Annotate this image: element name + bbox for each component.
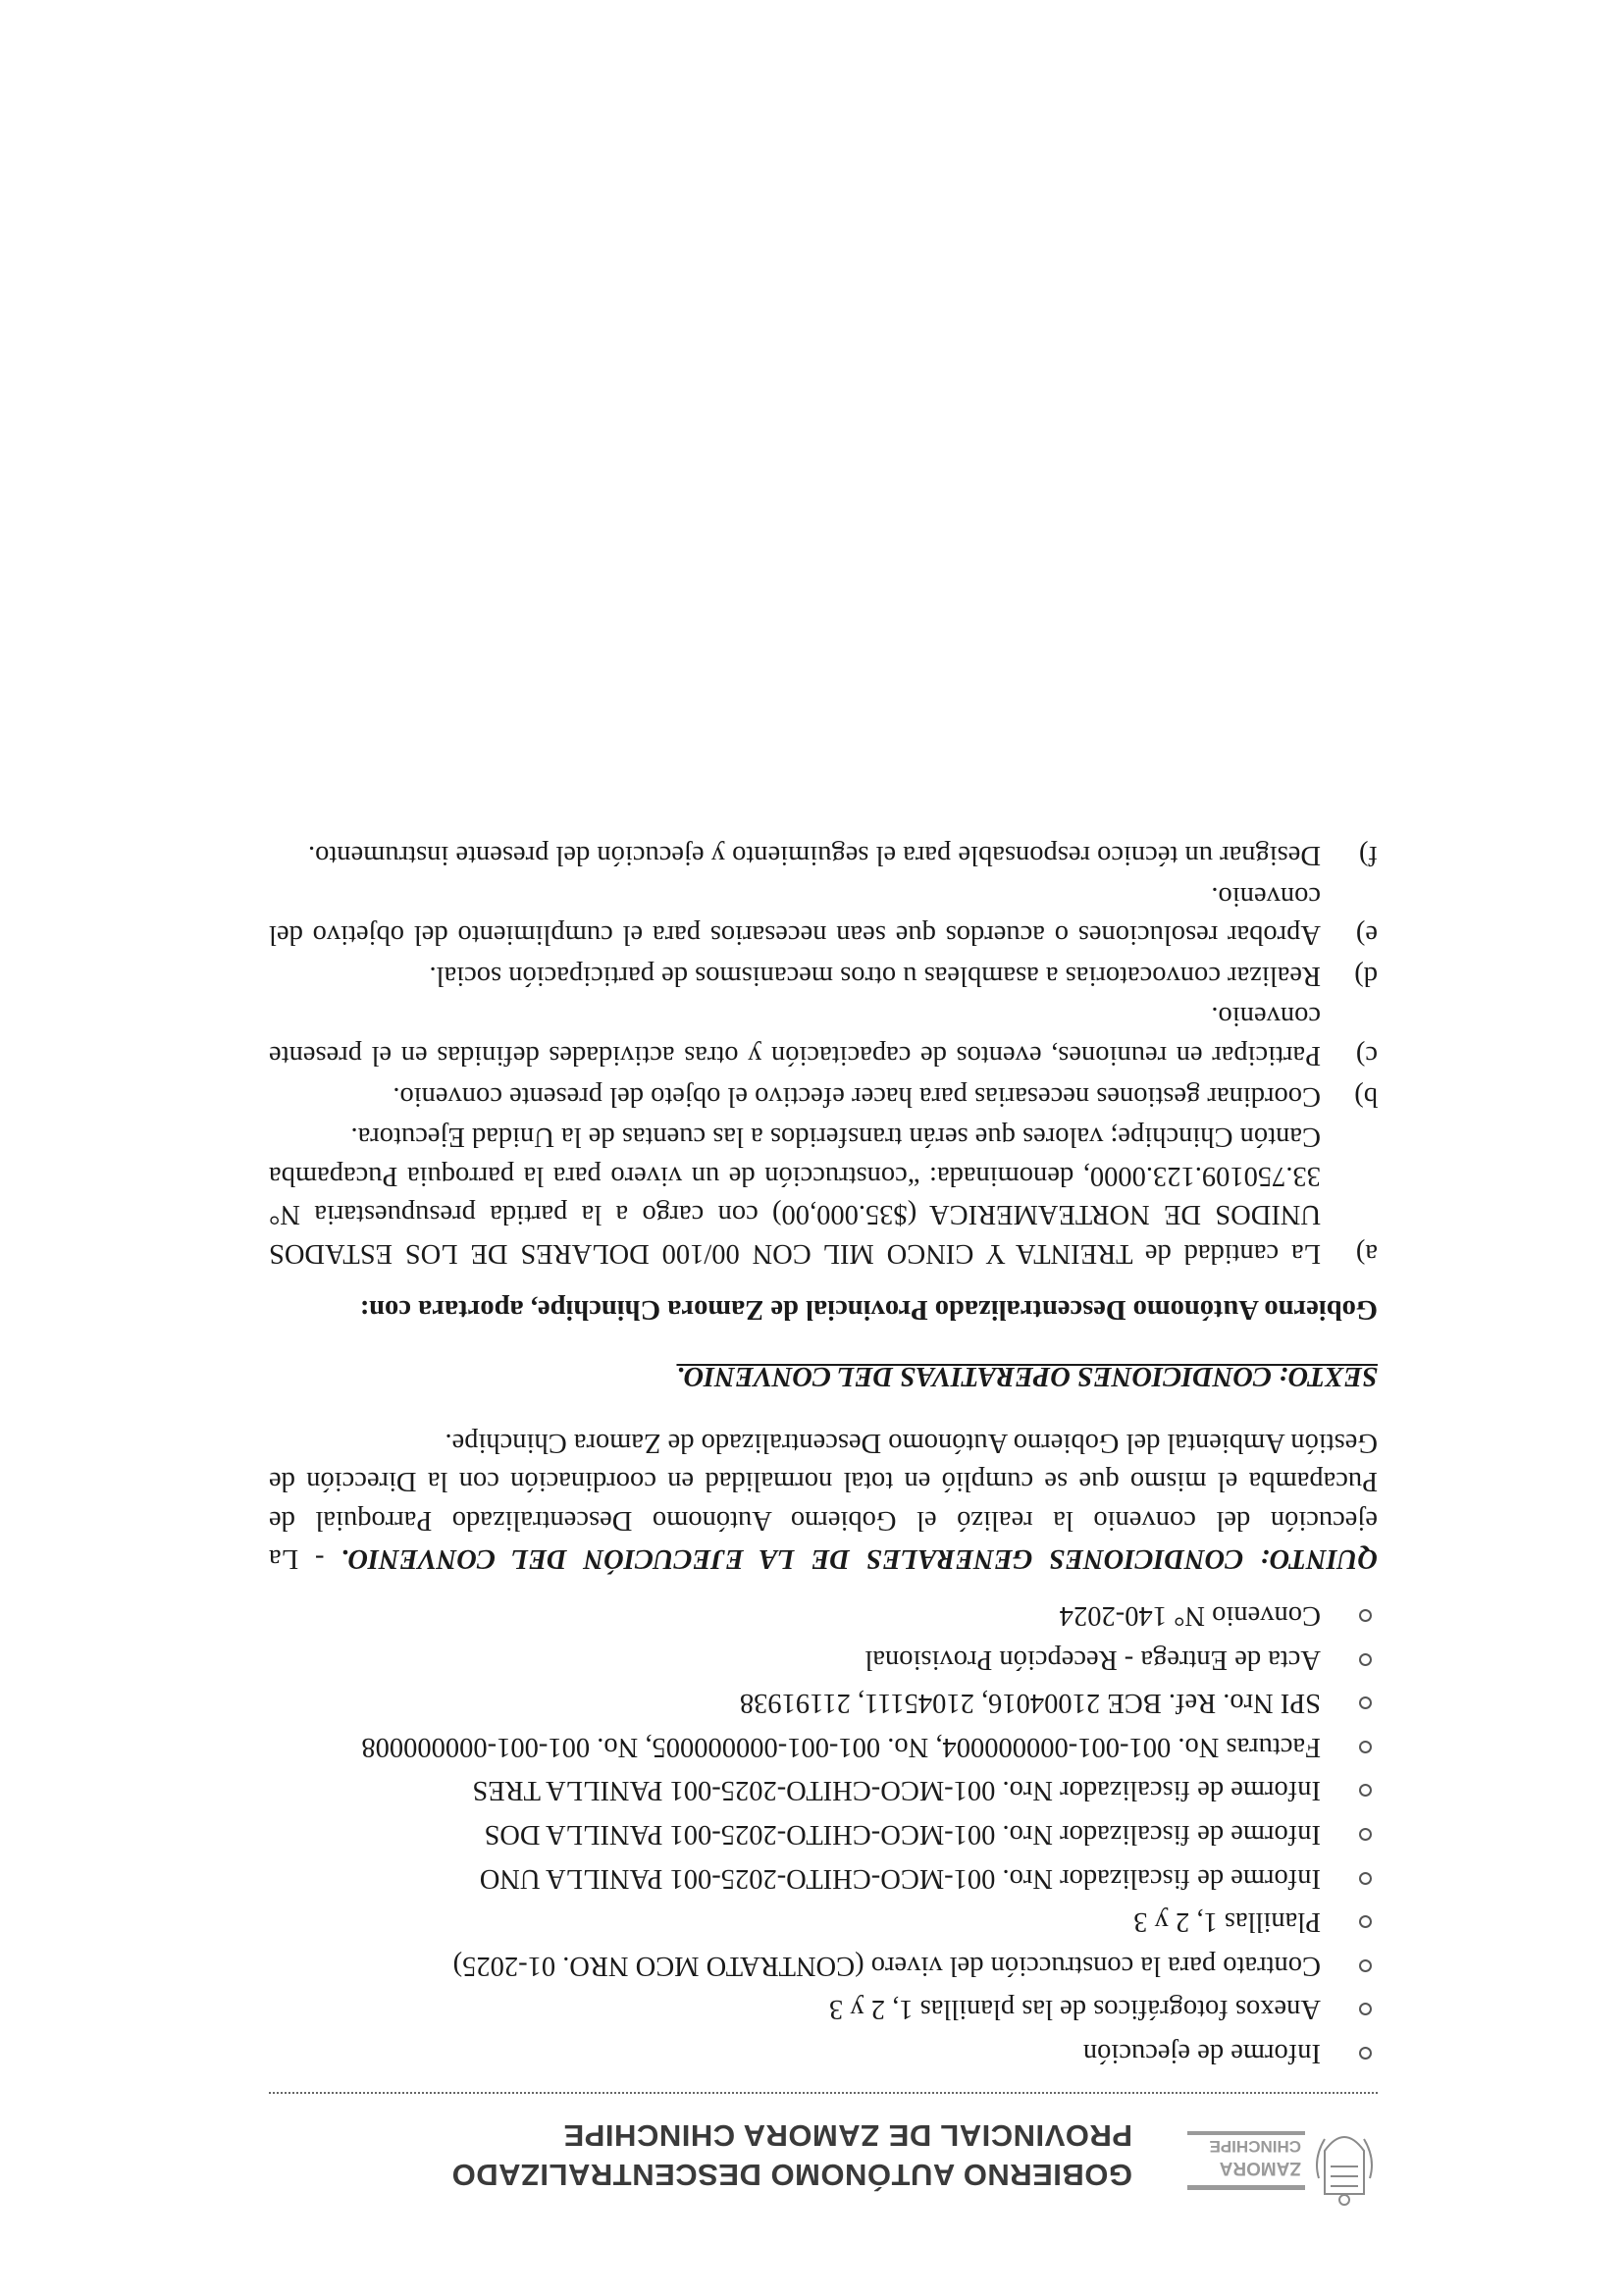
list-item-text: Acta de Entrega - Recepción Provisional bbox=[864, 1644, 1321, 1675]
bullet-icon bbox=[1359, 1741, 1372, 1753]
list-item-text: Planillas 1, 2 y 3 bbox=[1133, 1906, 1321, 1938]
bullet-icon bbox=[1359, 2047, 1372, 2060]
list-item bbox=[269, 1640, 1378, 1679]
obligation-letter: d) bbox=[1354, 960, 1378, 991]
obligation-text: La cantidad de TREINTA Y CINCO MIL CON 00/100 DOLARES DE LOS ESTADOS UNIDOS DE NORTEAMERICA ($35.000,00) con cargo a la partida presupuestaria N° 33.750109.123.0000, denominada: “construcción de un vivero para la parroquia Pucapamba Cantón Chinchipe; valores que serán transferidos a las cuentas de la Unidad Ejecutora. bbox=[269, 1122, 1321, 1269]
bullet-icon bbox=[1359, 1653, 1372, 1666]
quinto-paragraph bbox=[269, 1423, 1378, 1578]
bullet-icon bbox=[1359, 1609, 1372, 1622]
obligation-letter: c) bbox=[1355, 1039, 1378, 1070]
list-item-text: Facturas No. 001-001-000000004, No. 001-001-000000005, No. 001-001-000000008 bbox=[361, 1731, 1321, 1762]
obligation-text: Realizar convocatorias a asambleas u otros mecanismos de participación social. bbox=[429, 960, 1321, 991]
list-item-text: Contrato para la construcción del vivero (CONTRATO MCO NRO. 01-2025) bbox=[452, 1950, 1321, 1981]
org-line-1: GOBIERNO AUTÓNOMO DESCENTRALIZADO bbox=[451, 2158, 1132, 2192]
coat-of-arms-logo-icon bbox=[1172, 2113, 1378, 2208]
list-item bbox=[269, 1814, 1378, 1853]
list-item bbox=[269, 1903, 1378, 1942]
list-item-text: Informe de fiscalizador Nro. 001-MCO-CHITO-2025-001 PANILLA TRES bbox=[472, 1775, 1321, 1806]
obligation-item bbox=[269, 835, 1378, 874]
bullet-icon bbox=[1359, 2003, 1372, 2015]
list-item bbox=[269, 2033, 1378, 2072]
obligation-letter: e) bbox=[1355, 919, 1378, 951]
obligation-text: Participar en reuniones, eventos de capacitación y otras actividades definidas en el presente convenio. bbox=[269, 1001, 1321, 1070]
quinto-text: - La ejecución del convenio la realizó el Gobierno Autónomo Descentralizado Parroquial de Pucapamba el mismo que se cumplió en total normalidad en coordinación con la Dirección de Gestión Ambiental del Gobierno Autónomo Descentralizado de Zamora Chinchipe. bbox=[269, 1427, 1378, 1575]
document-body bbox=[269, 833, 1378, 2072]
list-item bbox=[269, 1858, 1378, 1898]
bullet-icon bbox=[1359, 1872, 1372, 1885]
obligation-item bbox=[269, 1118, 1378, 1273]
obligation-text: Designar un técnico responsable para el seguimiento y ejecución del presente instrumento. bbox=[308, 839, 1321, 870]
list-item-text: Convenio N° 140-2024 bbox=[1059, 1600, 1321, 1632]
list-item-text: Anexos fotográficos de las planillas 1, 2 y 3 bbox=[828, 1994, 1321, 2025]
svg-text:CHINCHIPE: CHINCHIPE bbox=[1209, 2137, 1301, 2156]
supporting-documents-list bbox=[269, 1595, 1378, 2072]
bullet-icon bbox=[1359, 1784, 1372, 1797]
list-item-text: Informe de fiscalizador Nro. 001-MCO-CHITO-2025-001 PANILLA UNO bbox=[479, 1862, 1321, 1894]
list-item bbox=[269, 1990, 1378, 2029]
sexto-title: SEXTO: CONDICIONES OPERATIVAS DEL CONVENIO. bbox=[676, 1361, 1378, 1392]
quinto-title: QUINTO: CONDICIONES GENERALES DE LA EJECUCIÓN DEL CONVENIO. bbox=[340, 1543, 1378, 1575]
gobierno-heading: Gobierno Autónomo Descentralizado Provincial de Zamora Chinchipe, aportara con: bbox=[359, 1294, 1378, 1326]
organization-name bbox=[451, 2115, 1132, 2194]
list-item bbox=[269, 1771, 1378, 1810]
org-line-2: PROVINCIAL DE ZAMORA CHINCHIPE bbox=[563, 2118, 1132, 2153]
obligation-item bbox=[269, 997, 1378, 1074]
list-item-text: Informe de fiscalizador Nro. 001-MCO-CHITO-2025-001 PANILLA DOS bbox=[484, 1819, 1321, 1851]
obligation-letter: f) bbox=[1359, 839, 1378, 870]
svg-text:ZAMORA: ZAMORA bbox=[1219, 2158, 1301, 2178]
obligations-list bbox=[269, 835, 1378, 1273]
header-divider bbox=[269, 2092, 1378, 2094]
list-item-text: SPI Nro. Ref. BCE 21004016, 21045111, 21191938 bbox=[739, 1688, 1321, 1719]
obligation-text: Aprobar resoluciones o acuerdos que sean necesarios para el cumplimiento del objetivo del convenio. bbox=[269, 880, 1321, 951]
bullet-icon bbox=[1359, 1915, 1372, 1928]
bullet-icon bbox=[1359, 1828, 1372, 1841]
letterhead bbox=[269, 2100, 1378, 2208]
obligation-text: Coordinar gestiones necesarias para hacer efectivo el objeto del presente convenio. bbox=[393, 1080, 1321, 1112]
obligation-item bbox=[269, 956, 1378, 995]
obligation-item bbox=[269, 876, 1378, 954]
obligation-item bbox=[269, 1076, 1378, 1116]
list-item bbox=[269, 1946, 1378, 1985]
bullet-icon bbox=[1359, 1696, 1372, 1709]
list-item bbox=[269, 1595, 1378, 1635]
obligation-letter: b) bbox=[1354, 1080, 1378, 1112]
list-item-text: Informe de ejecución bbox=[1082, 2038, 1321, 2068]
list-item bbox=[269, 1727, 1378, 1766]
bullet-icon bbox=[1359, 1959, 1372, 1972]
obligation-letter: a) bbox=[1355, 1237, 1378, 1269]
list-item bbox=[269, 1684, 1378, 1723]
